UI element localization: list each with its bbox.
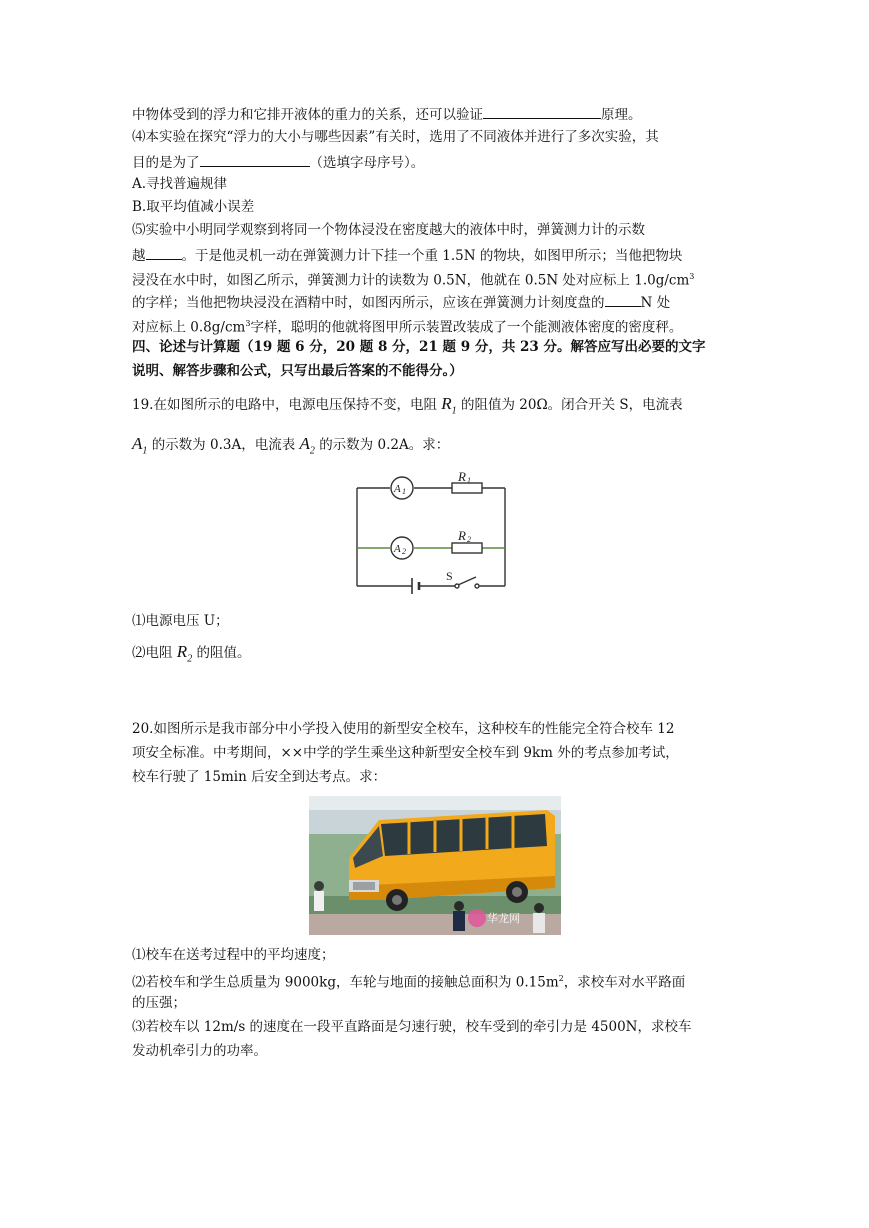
ammeter-a2-label: A: [394, 543, 401, 555]
q18-part5-line3: 浸没在水中时，如图乙所示，弹簧测力计的读数为 0.5N，他就在 0.5N 处对应标上 $1.0g/cm^3$: [132, 272, 695, 289]
resistor-r2-icon: [452, 543, 482, 553]
q20-line2: 项安全标准。中考期间，××中学的学生乘坐这种新型安全校车到 9km 外的考点参加考试，: [132, 745, 679, 761]
q20-sub3-line2: 发动机牵引力的功率。: [132, 1043, 267, 1059]
switch-label: S: [446, 569, 453, 583]
section-heading-line1: 四、论述与计算题（19 题 6 分，20 题 8 分，21 题 9 分，共 23 分。解答应写出必要的文字: [132, 339, 706, 355]
q19-line1: 19.在如图所示的电路中，电源电压保持不变，电阻 $R_1$ 的阻值为 20Ω。闭合开关 S，电流表: [132, 394, 683, 417]
q18-part5-line2: 越 。于是他灵机一动在弹簧测力计下挂一个重 1.5N 的物块，如图甲所示；当他把物块: [132, 245, 682, 265]
answer-blank[interactable]: [483, 104, 601, 119]
resistor-r1-sub: 1: [467, 476, 471, 485]
school-bus-photo: [309, 796, 561, 935]
watermark-logo-icon: [468, 909, 486, 927]
ammeter-a1-sub: 1: [402, 487, 406, 496]
q20-sub2-line1: ⑵若校车和学生总质量为 9000kg，车轮与地面的接触总面积为 $0.15m^2$，求校车对水平路面: [132, 974, 686, 991]
q19-line2: $A_1$ 的示数为 0.3A，电流表 $A_2$ 的示数为 0.2A。求：: [132, 434, 450, 457]
photo-watermark: 华龙网: [487, 912, 520, 925]
q18-part5-line1: ⑸实验中小明同学观察到将同一个物体浸没在密度越大的液体中时，弹簧测力计的示数: [132, 222, 645, 238]
r2-symbol: $R_2$: [176, 642, 193, 665]
q20-line3: 校车行驶了 15min 后安全到达考点。求：: [132, 769, 387, 785]
resistor-r2-sub: 2: [467, 535, 471, 544]
option-b: B.取平均值减小误差: [132, 199, 255, 215]
q20-sub1: ⑴校车在送考过程中的平均速度；: [132, 947, 335, 963]
resistor-r1-label: R: [458, 469, 466, 484]
resistor-r2-label: R: [458, 528, 466, 543]
answer-blank[interactable]: [605, 292, 641, 307]
q20-line1: 20.如图所示是我市部分中小学投入使用的新型安全校车，这种校车的性能完全符合校车 12: [132, 721, 675, 737]
switch-icon: [455, 577, 479, 588]
q18-part4-line1: ⑷本实验在探究“浮力的大小与哪些因素”有关时，选用了不同液体并进行了多次实验，其: [132, 129, 659, 145]
circuit-diagram: [352, 469, 512, 593]
q19-sub2: ⑵电阻 $R_2$ 的阻值。: [132, 642, 251, 665]
q18-part4-line2: 目的是为了 （选填字母序号）。: [132, 152, 424, 172]
q18-continuation: 中物体受到的浮力和它排开液体的重力的关系，还可以验证 原理。: [132, 104, 642, 124]
q20-sub2-line2: 的压强；: [132, 995, 186, 1011]
option-a: A.寻找普遍规律: [132, 176, 228, 192]
q20-sub3-line1: ⑶若校车以 12m/s 的速度在一段平直路面是匀速行驶，校车受到的牵引力是 4500N，求校车: [132, 1019, 692, 1035]
ammeter-a1-label: A: [394, 483, 401, 495]
section-heading-line2: 说明、解答步骤和公式，只写出最后答案的不能得分。）: [132, 363, 463, 379]
ammeter-a2-sub: 2: [402, 547, 406, 556]
q19-sub1: ⑴电源电压 U；: [132, 613, 229, 629]
a2-symbol: $A_2$: [299, 434, 315, 457]
answer-blank[interactable]: [200, 152, 310, 167]
battery-icon: [412, 578, 419, 594]
answer-blank[interactable]: [146, 245, 182, 260]
r1-symbol: $R_1$: [441, 394, 457, 417]
q18-part5-line5: 对应标上 $0.8g/cm^3$字样，聪明的他就将图甲所示装置改装成了一个能测液体密度的密度秤。: [132, 319, 683, 336]
a1-symbol: $A_1$: [132, 434, 148, 457]
q18-part5-line4: 的字样；当他把物块浸没在酒精中时，如图丙所示，应该在弹簧测力计刻度盘的 N 处: [132, 292, 670, 312]
